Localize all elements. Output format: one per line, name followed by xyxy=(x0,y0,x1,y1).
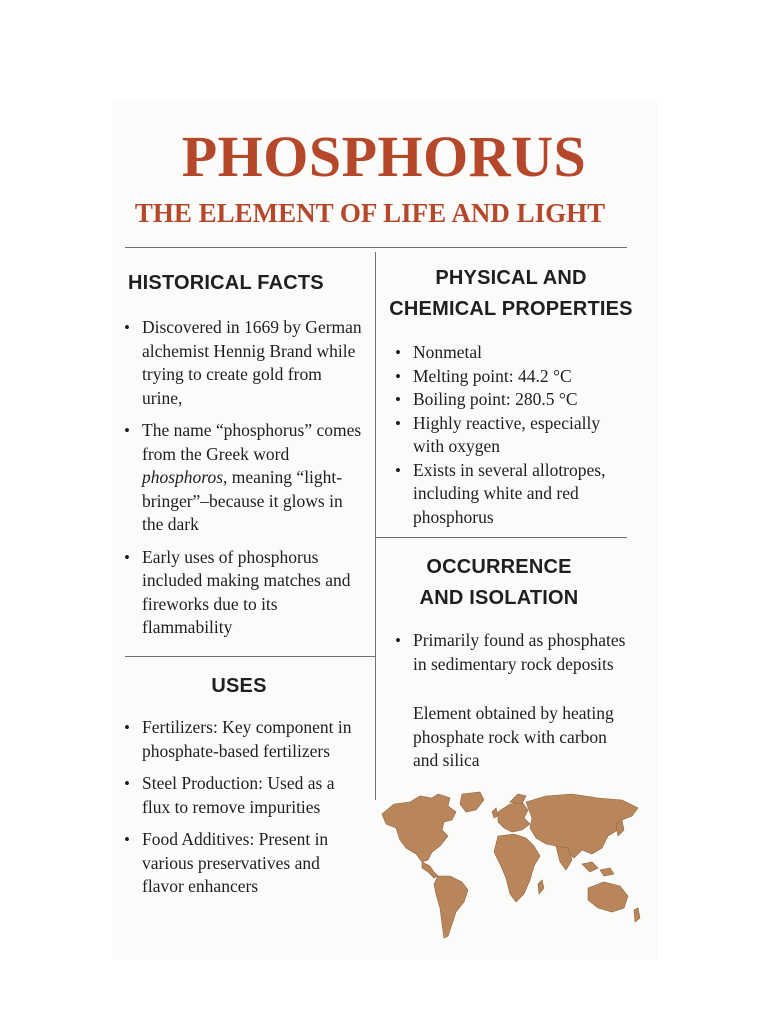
page-title: PHOSPHORUS xyxy=(181,124,587,189)
world-map-icon xyxy=(376,790,644,942)
north-america-shape xyxy=(382,794,456,862)
list-item: • Early uses of phosphorus included making matches and fireworks due to its flammability xyxy=(120,546,365,640)
uses-list xyxy=(120,716,365,908)
occurrence-heading xyxy=(384,552,614,614)
uk-shape xyxy=(492,808,498,818)
south-america-shape xyxy=(434,876,468,938)
greek-word: phosphoros xyxy=(142,467,224,487)
right-section-divider xyxy=(376,537,627,538)
list-item: • Primarily found as phosphates in sedimentary rock deposits xyxy=(391,629,631,676)
left-section-divider xyxy=(125,656,376,657)
list-item: • Fertilizers: Key component in phosphate-based fertilizers xyxy=(120,716,365,763)
occurrence-list xyxy=(391,629,631,676)
madagascar-shape xyxy=(538,880,544,894)
list-item: • Boiling point: 280.5 °C xyxy=(391,388,631,412)
africa-shape xyxy=(494,834,540,902)
australia-shape xyxy=(588,882,628,912)
occurrence-heading-line2: AND ISOLATION xyxy=(419,587,579,609)
properties-list xyxy=(391,341,631,529)
list-item: • Highly reactive, especially with oxygen xyxy=(391,412,631,459)
list-item: • Nonmetal xyxy=(391,341,631,365)
isolation-note: Element obtained by heating phosphate rock with carbon and silica xyxy=(413,703,614,770)
uses-heading: USES xyxy=(211,675,267,697)
properties-heading-line1: PHYSICAL AND xyxy=(435,267,587,289)
list-item: • Exists in several allotropes, including white and red phosphorus xyxy=(391,459,631,530)
page-subtitle: THE ELEMENT OF LIFE AND LIGHT xyxy=(134,198,606,228)
list-item-text: , meaning “light-bringer”–because it glows in the dark xyxy=(142,467,343,534)
southeast-asia-shape xyxy=(582,862,614,876)
scandinavia-shape xyxy=(510,794,526,804)
list-item xyxy=(120,419,365,537)
new-zealand-shape xyxy=(634,908,640,922)
europe-shape xyxy=(498,802,530,832)
historical-facts-list xyxy=(120,316,365,649)
central-america-shape xyxy=(422,862,438,878)
historical-facts-heading: HISTORICAL FACTS xyxy=(128,272,324,294)
greenland-shape xyxy=(460,792,484,812)
list-item-text: The name “phosphorus” comes from the Greek word xyxy=(142,420,362,464)
top-divider xyxy=(125,247,627,248)
list-item: • Melting point: 44.2 °C xyxy=(391,365,631,389)
list-item: • Food Additives: Present in various preservatives and flavor enhancers xyxy=(120,828,365,899)
properties-heading-line2: CHEMICAL PROPERTIES xyxy=(389,298,633,320)
occurrence-heading-line1: OCCURRENCE xyxy=(426,556,572,578)
list-item: • Steel Production: Used as a flux to remove impurities xyxy=(120,772,365,819)
list-item: • Discovered in 1669 by German alchemist Hennig Brand while trying to create gold from urine, xyxy=(120,316,365,410)
center-divider xyxy=(375,252,376,800)
properties-heading xyxy=(380,263,642,325)
